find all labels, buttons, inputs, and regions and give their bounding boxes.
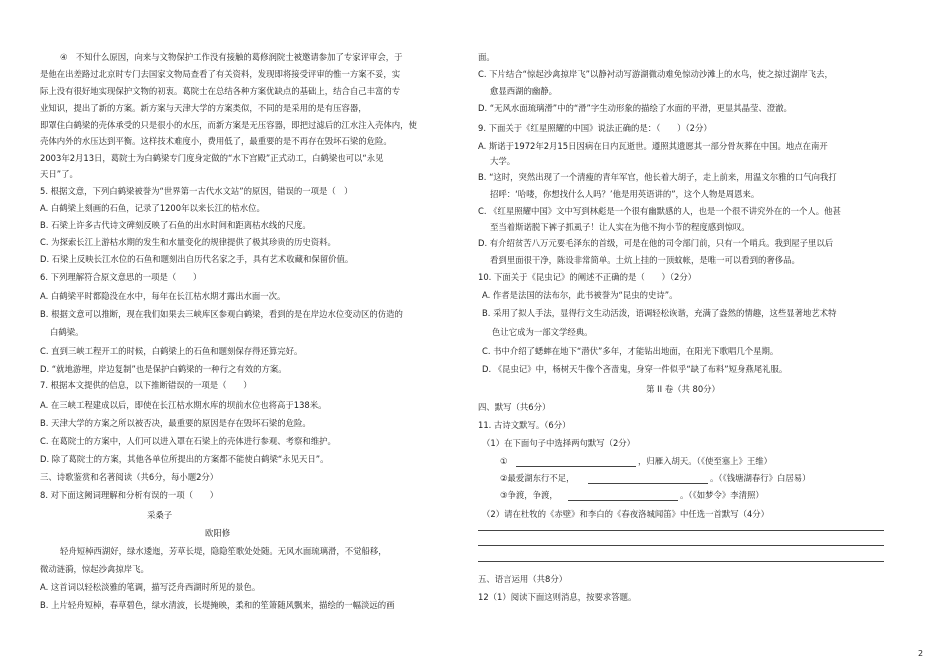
text-line: 是他在出差路过北京时专门去国家文物局查看了有关资料，发现即将接受评审的惟一方案不妥，实 <box>40 69 401 79</box>
section-heading: 四、默写（共6分） <box>478 402 551 412</box>
option-c: C. 下片结合“惊起沙禽掠岸飞”以静衬动写游湖微动难免惊动沙滩上的水鸟，使之掠过湖岸飞去， <box>478 69 833 79</box>
question-7: 7. 根据本文提供的信息，以下推断错误的一项是（ ） <box>40 380 252 390</box>
option-c-continued: 至当着斯诺脱下裤子抓虱子！让人实在为他不拘小节的程度感到惊叹。 <box>490 222 750 232</box>
text-line: 即罩住白鹤梁的壳体承受的只是很小的水压，而新方案是无压容器，即把过滤后的江水注入壳体内，使 <box>40 120 417 130</box>
option-d: D. 有介绍贫苦八万元要毛泽东的首级，可是在他的司令部门前，只有一个哨兵。我到屋子里以后 <box>478 238 834 248</box>
subquestion-1: （1）在下面句子中选择两句默写（2分） <box>482 438 636 448</box>
subquestion-2: （2）请在杜牧的《赤壁》和李白的《春夜洛城闻笛》中任选一首默写（4分） <box>482 509 770 519</box>
question-9: 9. 下面关于《红星照耀的中国》说法正确的是：（ ）（2分） <box>478 123 712 133</box>
option-b: B. 天津大学的方案之所以被否决，最重要的原因是存在毁坏石梁的危险。 <box>40 418 311 428</box>
option-c-continued: 愈显西湖的幽静。 <box>490 86 557 96</box>
poem-author: 欧阳修 <box>205 528 231 538</box>
answer-line[interactable] <box>478 545 884 546</box>
option-d: D. “无风水面琉璃滑”中的“滑”字生动形象的描绘了水面的平滑，更显其晶莹、澄澈。 <box>478 103 792 113</box>
option-a: A. 白鹤梁平时都隐没在水中，每年在长江枯水期才露出水面一次。 <box>40 291 286 301</box>
option-c: C. 为探索长江上游枯水期的发生和水量变化的规律提供了极其珍贵的历史资料。 <box>40 237 336 247</box>
answer-line[interactable] <box>478 530 884 531</box>
text-line: 际上没有很好地实现保护文物的初衷。葛院士在总结各种方案优缺点的基础上，结合自己丰富的专 <box>40 86 401 96</box>
option-b: B. 采用了拟人手法，显得行文生动活泼，语调轻松诙谐，充满了盎然的情趣，这些显著地艺术特 <box>482 308 837 318</box>
question-11: 11. 古诗文默写。（6分） <box>478 420 571 430</box>
option-a: A. 白鹤梁上刻画的石鱼，记录了1200年以来长江的枯水位。 <box>40 203 265 213</box>
option-c: C. 《红星照耀中国》文中写到林彪是一个很有幽默感的人，也是一个很不讲究外在的一个人。他甚 <box>478 206 841 216</box>
option-c: C. 书中介绍了蟋蟀在地下“潜伏”多年，才能钻出地面，在阳光下歌唱几个星期。 <box>482 346 779 356</box>
option-c: C. 在葛院士的方案中，人们可以进入罩在石梁上的壳体进行参观、考察和维护。 <box>40 436 336 446</box>
option-b: B. “这时，突然出现了一个清瘦的青年军官，他长着大胡子，走上前来，用温文尔雅的口气向我打 <box>478 172 837 182</box>
blank-item-1-label: ① <box>500 456 508 466</box>
option-a-continued: 大学。 <box>490 156 516 166</box>
text-line: 2003年2月13日，葛院士为白鹤梁专门度身定做的“水下宫殿”正式动工，白鹤梁也可以“永见 <box>40 153 384 163</box>
blank-item-3-text: 。（《如梦令》李清照） <box>680 490 764 500</box>
option-a: A. 作者是法国的法布尔，此书被誉为“昆虫的史诗”。 <box>482 290 678 300</box>
option-a: A. 斯诺于1972年2月15日因病在日内瓦逝世。遵照其遗愿其一部分骨灰葬在中国。地点在南开 <box>478 141 828 151</box>
poem-title: 采桑子 <box>147 510 173 520</box>
volume-heading: 第 II 卷（共 80分） <box>646 384 720 394</box>
question-10: 10. 下面关于《昆虫记》的阐述不正确的是（ ）（2分） <box>478 272 697 282</box>
text-line: 天日”了。 <box>40 169 78 179</box>
question-8: 8. 对下面这阙词理解和分析有误的一项（ ） <box>40 490 219 500</box>
text-line: 壳体内外的水压达到平衡。这样技术难度小，费用低了，最重要的是不再存在毁坏石梁的危险。 <box>40 136 392 146</box>
poem-line: 微动涟漪，惊起沙禽掠岸飞。 <box>40 564 149 574</box>
option-b-continued: 白鹤梁。 <box>50 327 84 337</box>
section-heading: 五、语言运用（共8分） <box>478 574 568 584</box>
answer-blank[interactable] <box>568 500 678 501</box>
text-line: 面。 <box>478 52 495 62</box>
blank-item-3-label: ③争渡，争渡， <box>500 490 558 500</box>
option-b: B. 上片轻舟短棹，春草碧色，绿水清波，长堤掩映，柔和的笙箫随风飘来，描绘的一幅淡远的画 <box>40 600 395 610</box>
blank-item-1-text: ，归雁入胡天。（《使至塞上》王维） <box>638 456 772 466</box>
option-b: B. 根据文意可以推断，现在我们如果去三峡库区参观白鹤梁，看到的是在岸边水位变动区的仿造的 <box>40 309 403 319</box>
text-line: ④ 不知什么原因，向来与文物保护工作没有接触的葛修润院士被邀请参加了专家评审会，于 <box>60 52 403 62</box>
option-d: D. 《昆虫记》中，杨树天牛像个吝啬鬼，身穿一件似乎“缺了布料”短身燕尾礼服。 <box>482 364 788 374</box>
option-d: D. “就地游埋，岸边复制”也是保护白鹤梁的一种行之有效的方案。 <box>40 364 287 374</box>
text-line: 业知识，提出了新的方案。新方案与天津大学的方案类似，不同的是采用的是有压容器， <box>40 103 367 113</box>
answer-blank[interactable] <box>516 466 636 467</box>
option-b-continued: 招呼：‘哈喽，你想找什么人吗？’他是用英语讲的”，这个人物是周恩来。 <box>490 189 760 199</box>
section-heading: 三、诗歌鉴赏和名著阅读（共6分，每小题2分） <box>40 472 219 482</box>
option-d: D. 除了葛院士的方案，其他各单位所提出的方案都不能使白鹤梁“永见天日”。 <box>40 454 329 464</box>
option-b-continued: 色让它成为一部文学经典。 <box>492 327 593 337</box>
poem-line: 轻舟短棹西湖好，绿水逶迤，芳草长堤，隐隐笙歌处处随。无风水面琉璃滑，不觉船移， <box>60 546 387 556</box>
option-b: B. 石梁上许多古代诗文碑刻反映了石鱼的出水时间和距离枯水线的尺度。 <box>40 220 311 230</box>
question-6: 6. 下列理解符合原文意思的一项是（ ） <box>40 272 202 282</box>
option-d-continued: 看到里面很干净，陈设非常简单。土炕上挂的一顶蚊帐，是唯一可以看到的奢侈品。 <box>490 255 800 265</box>
option-d: D. 石梁上反映长江水位的石鱼和题刻出自历代名家之手，具有艺术收藏和保留价值。 <box>40 254 354 264</box>
question-5: 5. 根据文意，下列白鹤梁被誉为“世界第一古代水文站”的原因，错误的一项是（ ） <box>40 186 353 196</box>
answer-blank[interactable] <box>588 483 708 484</box>
option-a: A. 在三峡工程建成以后，即使在长江枯水期水库的坝前水位也将高于138米。 <box>40 400 327 410</box>
page-number: 2 <box>918 649 924 658</box>
blank-item-2-label: ②最爱湖东行不足， <box>500 473 575 483</box>
option-c: C. 直到三峡工程开工的时候，白鹤梁上的石鱼和题刻保存得还算完好。 <box>40 346 303 356</box>
question-12: 12（1）阅读下面这则消息，按要求答题。 <box>478 592 637 602</box>
option-a: A. 这首词以轻松淡雅的笔调，描写泛舟西湖时所见的景色。 <box>40 582 261 592</box>
answer-line[interactable] <box>478 561 884 562</box>
blank-item-2-text: 。（《钱塘湖春行》白居易） <box>710 473 811 483</box>
